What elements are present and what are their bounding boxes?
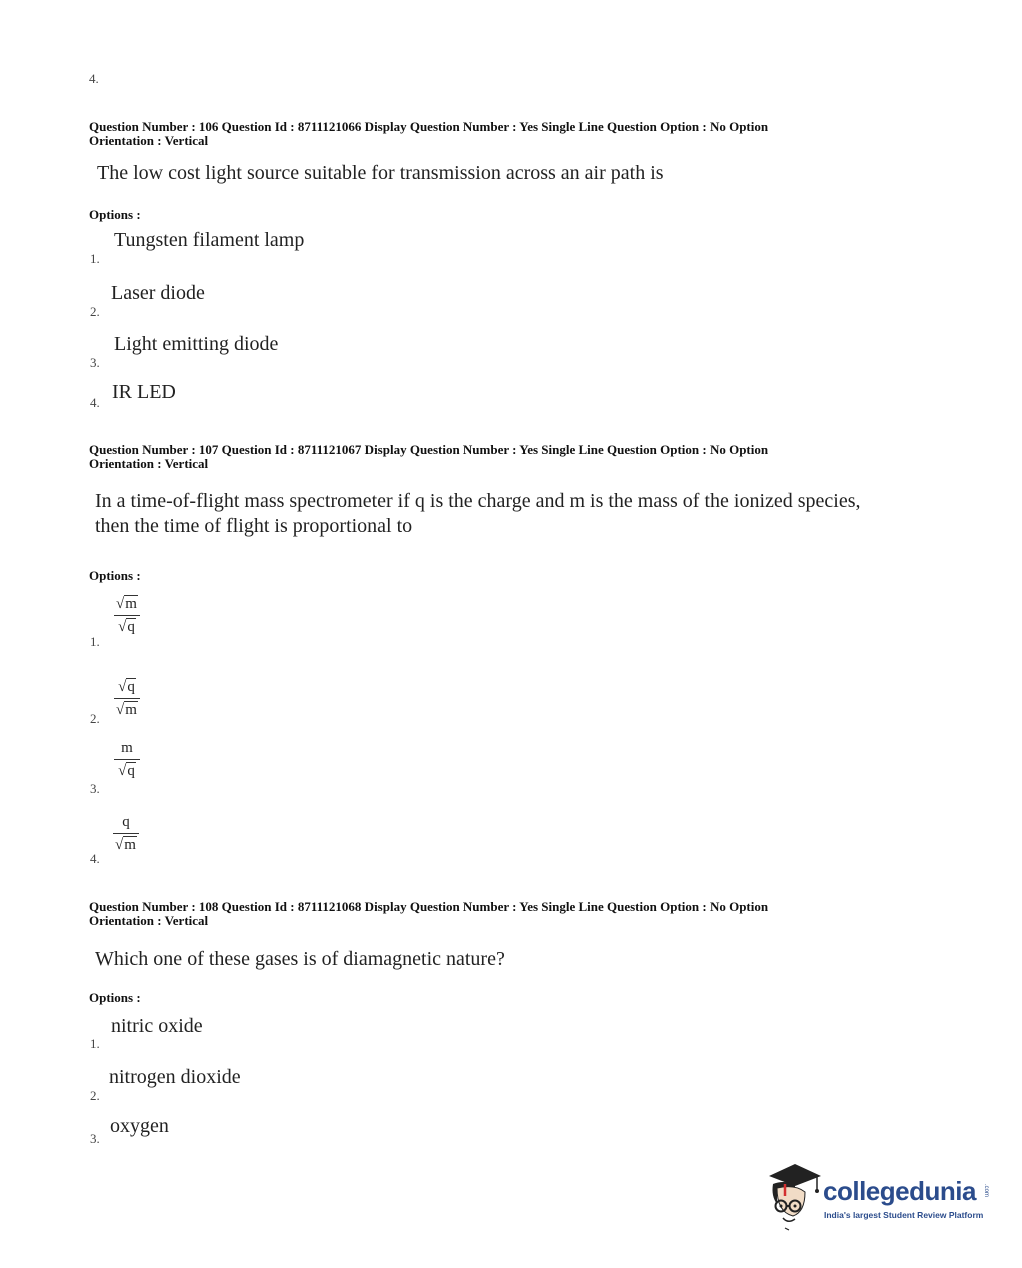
question-meta (89, 120, 879, 148)
numerator: q (122, 814, 130, 830)
option-text[interactable]: Light emitting diode (114, 333, 279, 355)
option-text[interactable]: oxygen (110, 1115, 169, 1137)
logo-name: collegedunia (823, 1176, 976, 1206)
numerator: m (121, 740, 133, 756)
numerator: √m (116, 596, 137, 612)
question-meta-line: Orientation : Vertical (89, 456, 209, 471)
option-text[interactable]: Laser diode (111, 282, 205, 304)
option-fraction[interactable] (114, 596, 140, 636)
option-text[interactable]: IR LED (112, 381, 176, 403)
numerator: √q (118, 679, 135, 695)
collegedunia-logo (765, 1162, 990, 1232)
option-number: 1. (90, 251, 100, 266)
mascot-icon (765, 1162, 825, 1232)
question-text: The low cost light source suitable for transmission across an air path is (97, 162, 664, 184)
question-meta-line: Question Number : 106 Question Id : 8711121066 Display Question Number : Yes Single Line Question Option : No Option (89, 119, 769, 134)
option-fraction[interactable] (114, 740, 140, 780)
option-number: 1. (90, 1036, 100, 1051)
fraction-bar (113, 833, 139, 834)
options-label: Options : (89, 568, 141, 583)
option-text[interactable]: Tungsten filament lamp (114, 229, 305, 251)
question-meta (89, 443, 879, 471)
options-label: Options : (89, 207, 141, 222)
options-label: Options : (89, 990, 141, 1005)
denominator: √q (118, 763, 135, 779)
option-number: 3. (90, 1131, 100, 1146)
option-number: 3. (90, 355, 100, 370)
fraction-bar (114, 615, 140, 616)
denominator: √q (118, 619, 135, 635)
option-fraction[interactable] (114, 679, 140, 719)
denominator: √m (115, 837, 136, 853)
option-number: 4. (90, 395, 100, 410)
denominator: √m (116, 702, 137, 718)
fraction-bar (114, 759, 140, 760)
fraction-bar (114, 698, 140, 699)
option-number: 2. (90, 304, 100, 319)
option-number: 2. (90, 711, 100, 726)
option-number: 1. (90, 634, 100, 649)
question-text: In a time-of-flight mass spectrometer if q is the charge and m is the mass of the ionized species, then the time of flight is proportional to (95, 490, 861, 537)
option-number: 4. (90, 851, 100, 866)
question-meta-line: Question Number : 107 Question Id : 8711121067 Display Question Number : Yes Single Line Question Option : No Option (89, 442, 769, 457)
option-number: 3. (90, 781, 100, 796)
question-meta (89, 900, 879, 928)
logo-tagline: India's largest Student Review Platform (824, 1210, 984, 1220)
question-text: Which one of these gases is of diamagnetic nature? (95, 948, 505, 970)
option-number: 2. (90, 1088, 100, 1103)
question-meta-line: Orientation : Vertical (89, 133, 209, 148)
option-number: 4. (89, 71, 99, 86)
option-text[interactable]: nitric oxide (111, 1015, 203, 1037)
option-text[interactable]: nitrogen dioxide (109, 1066, 241, 1088)
logo-suffix: .com (983, 1184, 989, 1198)
question-meta-line: Question Number : 108 Question Id : 8711121068 Display Question Number : Yes Single Line Question Option : No Option (89, 899, 769, 914)
option-fraction[interactable] (113, 814, 139, 854)
question-meta-line: Orientation : Vertical (89, 913, 209, 928)
